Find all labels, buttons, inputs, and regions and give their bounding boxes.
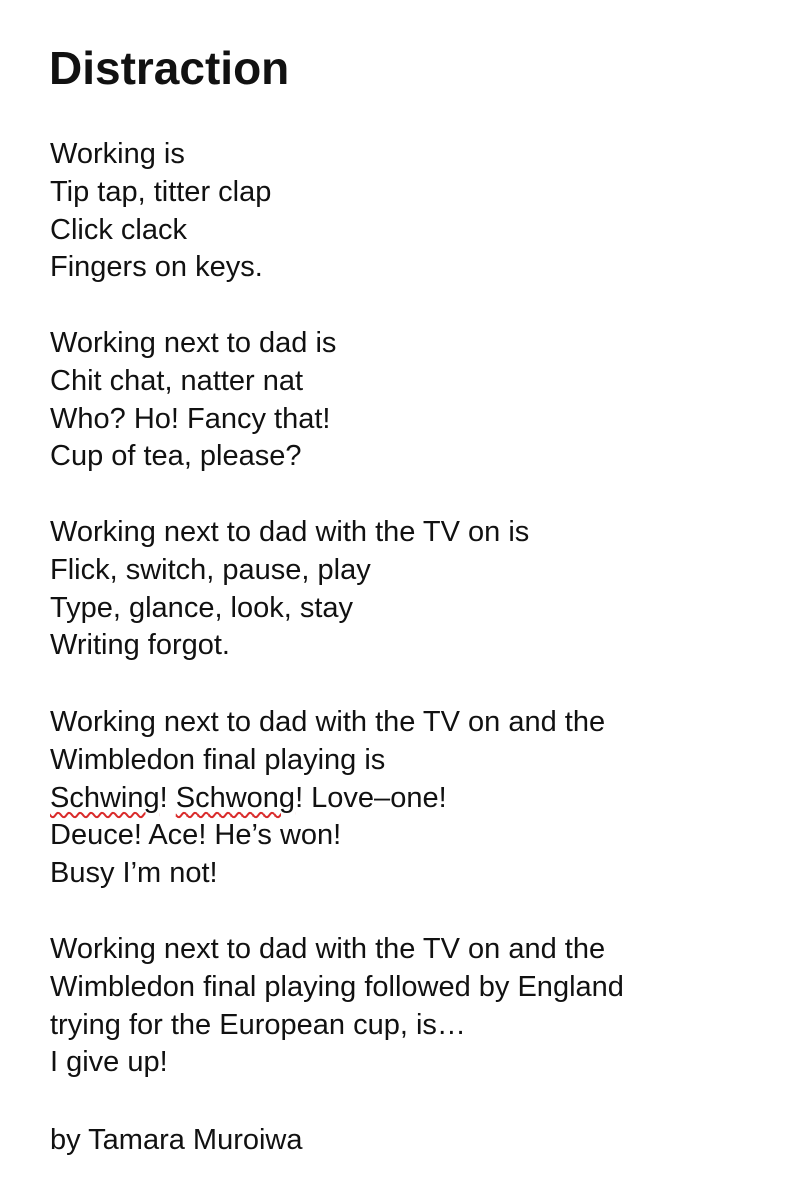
poem-line: Working is bbox=[50, 138, 185, 170]
poem-line: Working next to dad with the TV on and the bbox=[50, 706, 606, 738]
poem-line: Working next to dad with the TV on and the bbox=[50, 933, 606, 965]
poem-line: Writing forgot. bbox=[50, 629, 230, 662]
author-byline: by Tamara Muroiwa bbox=[50, 1124, 303, 1156]
poem-line: Wimbledon final playing followed by England bbox=[50, 970, 624, 1003]
poem-line-fragment: ! bbox=[159, 781, 176, 814]
poem-line: Who? Ho! Fancy that! bbox=[50, 402, 331, 435]
stanza-5 bbox=[50, 931, 624, 1082]
poem-line: Cup of tea, please? bbox=[50, 440, 302, 473]
stanza-1 bbox=[50, 136, 271, 287]
poem-line: trying for the European cup, is… bbox=[50, 1008, 466, 1041]
poem-line-flagged bbox=[50, 780, 605, 818]
poem-line: Flick, switch, pause, play bbox=[50, 553, 371, 586]
poem-line: Working next to dad with the TV on is bbox=[50, 516, 530, 548]
poem-line: Chit chat, natter nat bbox=[50, 364, 304, 397]
poem-line: I give up! bbox=[50, 1046, 168, 1079]
misspelled-word[interactable]: Schwing bbox=[50, 781, 160, 814]
poem-line: Fingers on keys. bbox=[50, 251, 263, 284]
stanza-4 bbox=[50, 704, 605, 893]
poem-title: Distraction bbox=[49, 42, 290, 94]
poem-line: Working next to dad is bbox=[50, 327, 337, 359]
poem-line: Wimbledon final playing is bbox=[50, 743, 386, 776]
poem-line-fragment: ! Love–one! bbox=[295, 781, 447, 814]
poem-line: Busy I’m not! bbox=[50, 857, 218, 890]
poem-line: Click clack bbox=[50, 213, 187, 246]
poem-line: Tip tap, titter clap bbox=[50, 175, 272, 208]
stanza-2 bbox=[50, 325, 336, 476]
poem-line: Type, glance, look, stay bbox=[50, 591, 354, 624]
poem-line: Deuce! Ace! He’s won! bbox=[50, 819, 342, 852]
misspelled-word[interactable]: Schwong bbox=[175, 781, 296, 814]
stanza-3 bbox=[50, 514, 529, 665]
